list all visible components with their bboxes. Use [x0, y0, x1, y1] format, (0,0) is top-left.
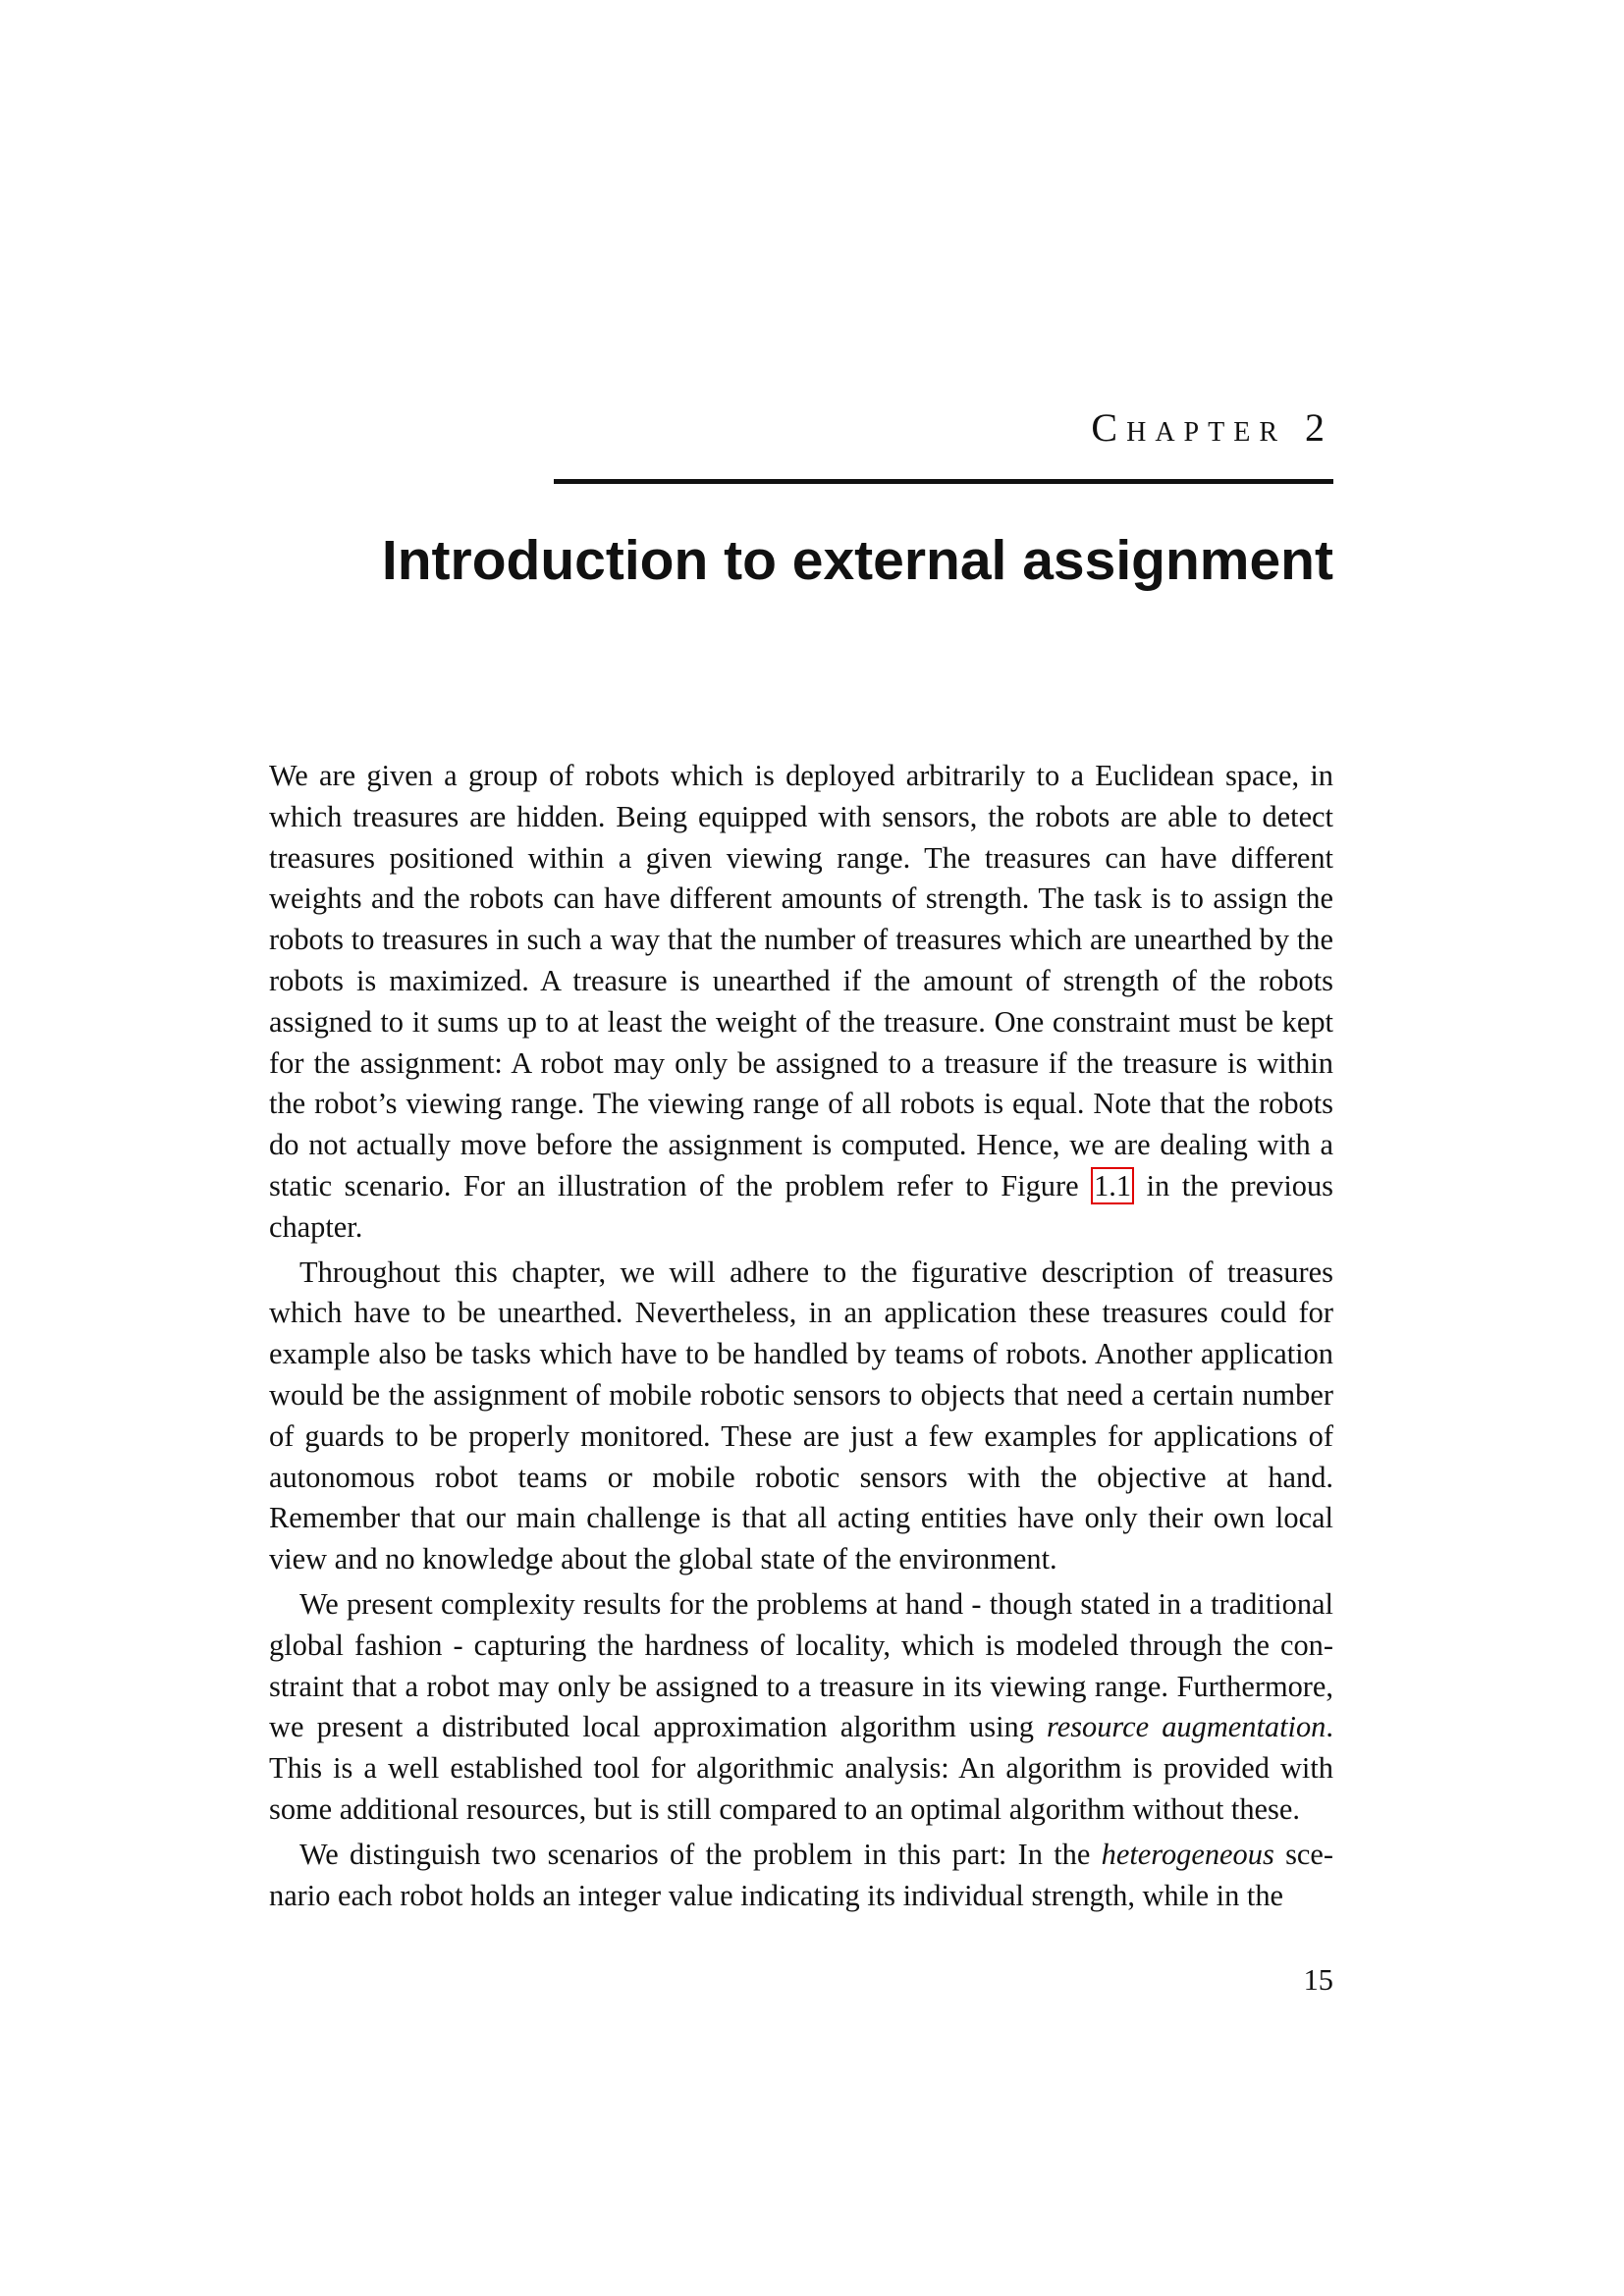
chapter-title: Introduction to external assignment	[381, 529, 1333, 592]
chapter-rule	[554, 479, 1333, 484]
paragraph-4	[269, 1835, 1333, 1917]
figure-reference-link[interactable]: 1.1	[1091, 1167, 1134, 1204]
paragraph-4-emphasis: heterogeneous	[1101, 1837, 1274, 1871]
paragraph-3-text: We present complexity results for the problems at hand - though stated in a traditional global fashion - capturing the hardness of locality, which is modeled through the constraint that a robot may only be assigned to a treasure in its viewing range. Furthermore, we present a distributed local approximation algorithm using	[269, 1586, 1333, 1744]
paragraph-1-tail: in the previous chapter.	[269, 1168, 1333, 1244]
paragraph-4-text: We distinguish two scenarios of the problem in this part: In the	[299, 1837, 1102, 1871]
chapter-label: Chapter 2	[1091, 405, 1333, 450]
page-number: 15	[1303, 1963, 1333, 1997]
paragraph-1-text: We are given a group of robots which is deployed arbitrarily to a Euclidean space, in which treasures are hidden. Being equipped with sensors, the robots are able to detect treasures positioned within a given viewing range. The treasures can have different weights and the robots can have different amounts of strength. The task is to assign the robots to treasures in such a way that the number of treasures which are unearthed by the robots is maximized. A treasure is unearthed if the amount of strength of the robots assigned to it sums up to at least the weight of the treasure. One constraint must be kept for the assignment: A robot may only be assigned to a treasure if the treasure is within the robot’s viewing range. The viewing range of all robots is equal. Note that the robots do not actually move before the assignment is computed. Hence, we are dealing with a static scenario. For an illustration of the problem refer to Figure	[269, 759, 1333, 1202]
paragraph-1	[269, 756, 1333, 1249]
paragraph-2: Throughout this chapter, we will adhere to the figurative description of treasures which have to be unearthed. Nevertheless, in an application these treasures could for example also be tasks which have to be handled by teams of robots. Another application would be the assignment of mobile robotic sensors to objects that need a certain number of guards to be properly monitored. These are just a few examples for applications of autonomous robot teams or mobile robotic sensors with the objective at hand. Remember that our main challenge is that all acting entities have only their own local view and no knowledge about the global state of the environment.	[269, 1255, 1333, 1576]
paragraph-3-emphasis: resource augmentation	[1047, 1710, 1326, 1744]
paragraph-3-tail: . This is a well established tool for algorithmic analysis: An algorithm is provided with some additional resources, but is still compared to an optimal algorithm without these.	[269, 1710, 1333, 1826]
paragraph-3	[269, 1584, 1333, 1831]
paragraph-4-tail: scenario each robot holds an integer value indicating its individual strength, while in the	[269, 1837, 1333, 1912]
body-text	[269, 756, 1333, 1920]
